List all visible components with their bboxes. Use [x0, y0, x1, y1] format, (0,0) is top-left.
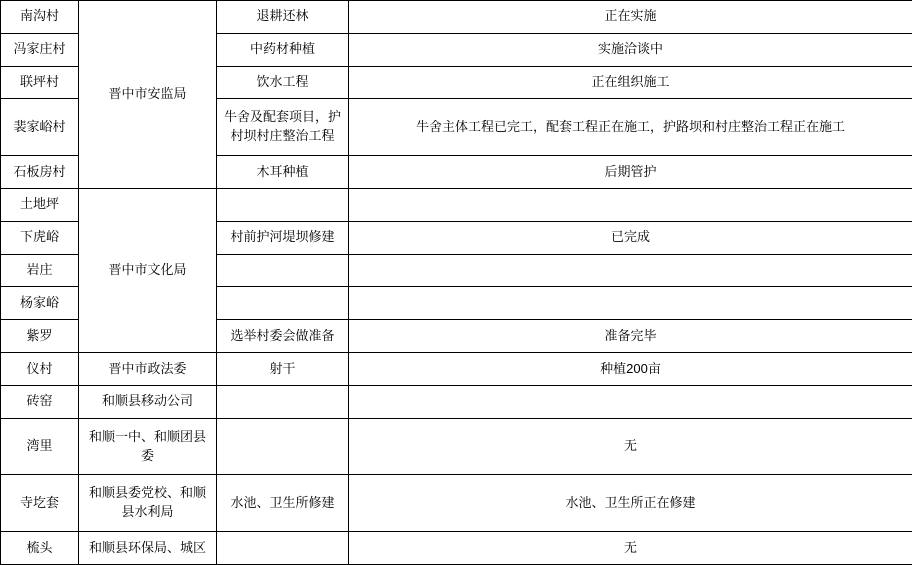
cell-village	[1, 156, 79, 189]
cell-status	[349, 156, 912, 189]
status-text: 后期管护	[604, 163, 657, 179]
cell-unit	[79, 1, 217, 189]
table-row	[1, 418, 912, 475]
cell-village	[1, 221, 79, 254]
cell-project	[217, 287, 349, 320]
unit-name: 和顺县移动公司	[101, 393, 193, 409]
village-name: 下虎峪	[19, 229, 59, 245]
village-name: 仪村	[26, 360, 53, 376]
cell-village	[1, 353, 79, 386]
cell-village	[1, 418, 79, 475]
project-name: 饮水工程	[256, 74, 309, 90]
cell-project	[217, 221, 349, 254]
cell-village	[1, 287, 79, 320]
project-name: 选举村委会做准备	[230, 327, 335, 343]
table-row	[1, 1, 912, 34]
table-row	[1, 188, 912, 221]
cell-unit	[79, 418, 217, 475]
project-name: 中药材种植	[249, 41, 315, 57]
cell-unit	[79, 532, 217, 565]
cell-project	[217, 99, 349, 156]
cell-project	[217, 156, 349, 189]
cell-village	[1, 320, 79, 353]
unit-name: 和顺一中、和顺团县委	[88, 428, 206, 463]
village-name: 土地坪	[19, 196, 59, 212]
cell-status	[349, 385, 912, 418]
cell-status	[349, 287, 912, 320]
village-name: 石板房村	[13, 163, 66, 179]
cell-status	[349, 475, 912, 532]
cell-status	[349, 254, 912, 287]
status-text: 水池、卫生所正在修建	[565, 494, 696, 510]
project-name: 牛舍及配套项目，护村坝村庄整治工程	[223, 109, 341, 144]
unit-name: 和顺县环保局、城区	[88, 539, 206, 555]
status-text: 正在组织施工	[591, 74, 670, 90]
cell-status	[349, 221, 912, 254]
unit-name: 晋中市安监局	[108, 86, 187, 102]
unit-name: 晋中市文化局	[108, 262, 187, 278]
table-row	[1, 353, 912, 386]
cell-unit	[79, 353, 217, 386]
cell-village	[1, 99, 79, 156]
village-name: 冯家庄村	[13, 41, 66, 57]
cell-project	[217, 385, 349, 418]
unit-name: 和顺县委党校、和顺县水利局	[88, 485, 206, 520]
cell-status	[349, 353, 912, 386]
status-text: 正在实施	[604, 8, 657, 24]
table-row	[1, 532, 912, 565]
village-name: 砖窑	[26, 393, 53, 409]
table-body	[1, 1, 912, 565]
status-text: 已完成	[610, 229, 650, 245]
status-text: 无	[623, 539, 637, 555]
cell-status	[349, 532, 912, 565]
project-name: 村前护河堤坝修建	[230, 229, 335, 245]
cell-village	[1, 385, 79, 418]
village-name: 杨家峪	[19, 294, 59, 310]
cell-status	[349, 66, 912, 99]
village-name: 裴家峪村	[13, 118, 66, 134]
cell-village	[1, 254, 79, 287]
cell-project	[217, 254, 349, 287]
cell-status	[349, 320, 912, 353]
cell-village	[1, 532, 79, 565]
project-name: 退耕还林	[256, 8, 309, 24]
cell-village	[1, 475, 79, 532]
project-name: 水池、卫生所修建	[230, 494, 335, 510]
cell-project	[217, 320, 349, 353]
cell-project	[217, 532, 349, 565]
cell-project	[217, 33, 349, 66]
village-name: 紫罗	[26, 327, 53, 343]
cell-village	[1, 66, 79, 99]
cell-project	[217, 66, 349, 99]
cell-village	[1, 1, 79, 34]
village-name: 岩庄	[26, 262, 53, 278]
cell-project	[217, 418, 349, 475]
cell-project	[217, 475, 349, 532]
cell-village	[1, 33, 79, 66]
table-row	[1, 385, 912, 418]
cell-status	[349, 33, 912, 66]
cell-unit	[79, 475, 217, 532]
cell-unit	[79, 188, 217, 352]
status-text: 种植200亩	[600, 360, 661, 376]
village-name: 南沟村	[19, 8, 59, 24]
cell-status	[349, 1, 912, 34]
status-text: 准备完毕	[604, 327, 657, 343]
cell-status	[349, 418, 912, 475]
project-name: 木耳种植	[256, 163, 309, 179]
cell-status	[349, 99, 912, 156]
project-name: 射干	[269, 360, 296, 376]
village-name: 联坪村	[19, 74, 59, 90]
status-text: 牛舍主体工程已完工，配套工程正在施工，护路坝和村庄整治工程正在施工	[415, 118, 845, 134]
table-row	[1, 475, 912, 532]
cell-project	[217, 188, 349, 221]
status-text: 无	[623, 438, 637, 454]
village-name: 湾里	[26, 438, 53, 454]
status-text: 实施洽谈中	[597, 41, 663, 57]
cell-project	[217, 1, 349, 34]
village-name: 梳头	[26, 539, 53, 555]
cell-status	[349, 188, 912, 221]
unit-name: 晋中市政法委	[108, 360, 187, 376]
cell-project	[217, 353, 349, 386]
cell-unit	[79, 385, 217, 418]
village-name: 寺圪套	[19, 494, 59, 510]
cell-village	[1, 188, 79, 221]
